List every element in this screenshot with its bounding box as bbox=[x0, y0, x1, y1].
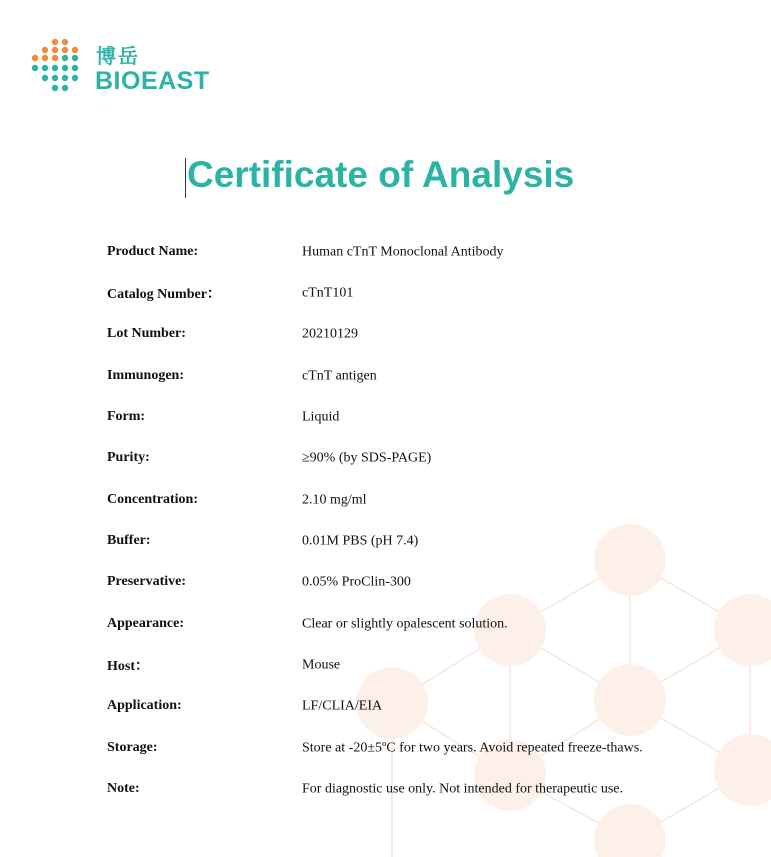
field-value: cTnT antigen bbox=[302, 368, 377, 384]
field-row-preservative bbox=[0, 567, 771, 597]
field-label: Preservative: bbox=[107, 574, 187, 589]
field-row-lot-number bbox=[0, 319, 771, 349]
field-label: Product Name: bbox=[107, 244, 199, 259]
field-row-note bbox=[0, 774, 771, 804]
field-label: Application: bbox=[107, 698, 182, 713]
field-value: LF/CLIA/EIA bbox=[302, 698, 383, 714]
field-row-purity bbox=[0, 443, 771, 473]
field-value: Liquid bbox=[302, 409, 340, 425]
field-label: Catalog Number： bbox=[107, 287, 221, 302]
field-row-application bbox=[0, 691, 771, 721]
field-label: Concentration: bbox=[107, 492, 198, 507]
document-title: Certificate of Analysis bbox=[187, 154, 575, 195]
field-label: Host： bbox=[107, 659, 149, 674]
field-row-storage bbox=[0, 733, 771, 763]
field-value: ≥90% (by SDS-PAGE) bbox=[302, 450, 432, 466]
field-row-form bbox=[0, 402, 771, 432]
field-row-buffer bbox=[0, 526, 771, 556]
logo-english-name: BIOEAST bbox=[95, 67, 210, 95]
field-value: cTnT101 bbox=[302, 285, 354, 301]
field-value: Human cTnT Monoclonal Antibody bbox=[302, 244, 504, 260]
field-label: Purity: bbox=[107, 450, 150, 465]
field-value: 0.05% ProClin-300 bbox=[302, 574, 411, 590]
logo-chinese-name: 博岳 bbox=[96, 44, 140, 68]
logo-dot-mark-icon bbox=[30, 38, 82, 94]
field-value: 2.10 mg/ml bbox=[302, 492, 367, 508]
field-value: For diagnostic use only. Not intended for therapeutic use. bbox=[302, 781, 624, 797]
field-label: Lot Number: bbox=[107, 326, 186, 341]
field-row-immunogen bbox=[0, 361, 771, 391]
field-label: Note: bbox=[107, 781, 140, 796]
field-value: Store at -20±5ºC for two years. Avoid repeated freeze-thaws. bbox=[302, 740, 643, 756]
field-label: Form: bbox=[107, 409, 146, 424]
field-row-catalog-number bbox=[0, 278, 771, 308]
field-label: Storage: bbox=[107, 740, 158, 755]
field-value: 0.01M PBS (pH 7.4) bbox=[302, 533, 419, 549]
field-value: 20210129 bbox=[302, 326, 358, 342]
field-label: Immunogen: bbox=[107, 368, 185, 383]
field-row-concentration bbox=[0, 485, 771, 515]
field-row-appearance bbox=[0, 609, 771, 639]
field-label: Buffer: bbox=[107, 533, 151, 548]
field-value: Mouse bbox=[302, 657, 341, 673]
field-row-host bbox=[0, 650, 771, 680]
field-label: Appearance: bbox=[107, 616, 184, 631]
field-row-product-name bbox=[0, 237, 771, 267]
text-cursor bbox=[185, 158, 186, 198]
field-value: Clear or slightly opalescent solution. bbox=[302, 616, 508, 632]
